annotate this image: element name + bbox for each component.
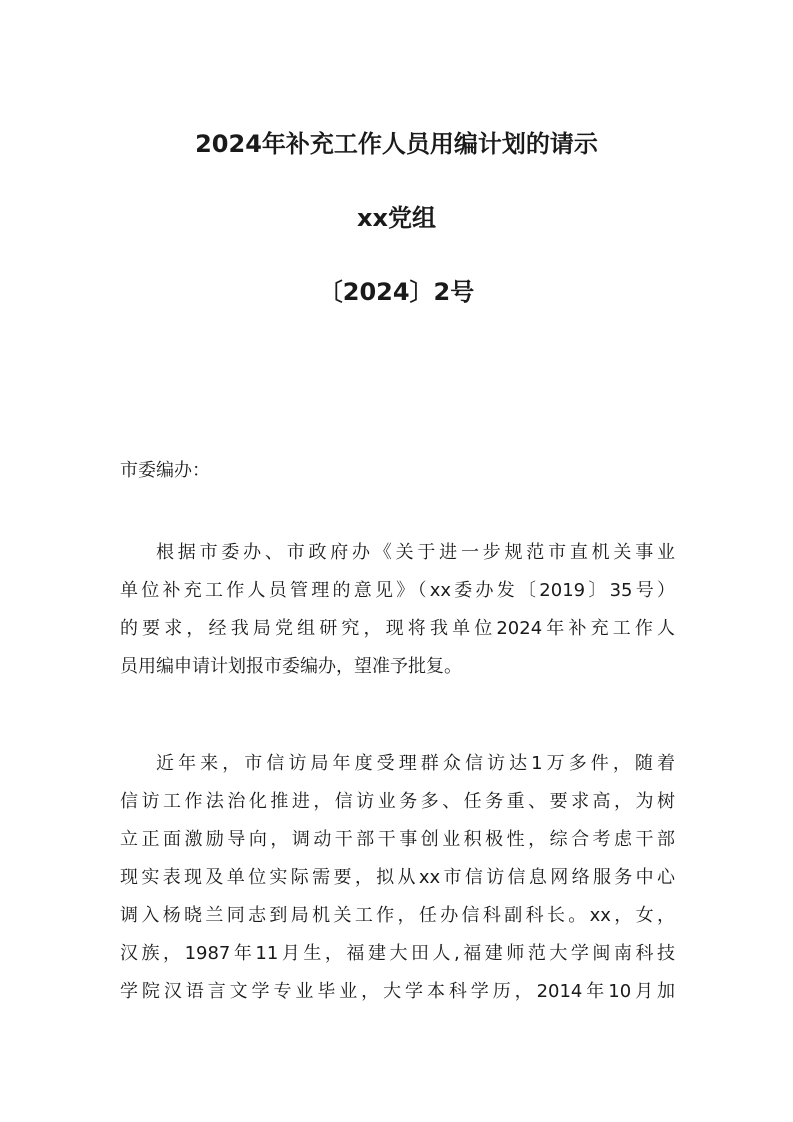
body-paragraph-1	[120, 534, 675, 686]
document-title: 2024年补充工作人员用编计划的请示	[195, 130, 598, 158]
paragraph-line: 立正面激励导向，调动干部干事创业积极性，综合考虑干部	[120, 829, 675, 850]
paragraph-line: 调入杨晓兰同志到局机关工作，任办信科副科长。xx，女，	[120, 905, 675, 926]
document-number: 〔2024〕2号	[318, 278, 475, 306]
paragraph-line: 根据市委办、市政府办《关于进一步规范市直机关事业	[156, 542, 675, 563]
paragraph-line: 信访工作法治化推进，信访业务多、任务重、要求高，为树	[120, 791, 675, 812]
paragraph-line: 现实表现及单位实际需要，拟从xx市信访信息网络服务中心	[120, 867, 675, 888]
paragraph-line: 单位补充工作人员管理的意见》（xx委办发〔2019〕35号）	[120, 580, 675, 601]
paragraph-line: 员用编申请计划报市委编办，望准予批复。	[120, 656, 462, 677]
paragraph-line: 学院汉语言文学专业毕业，大学本科学历，2014年10月加	[120, 981, 675, 1002]
paragraph-line: 汉族，1987年11月生，福建大田人,福建师范大学闽南科技	[120, 943, 675, 964]
issuing-organization: xx党组	[357, 204, 436, 232]
body-paragraph-2	[120, 745, 675, 1011]
salutation: 市委编办：	[120, 460, 210, 481]
paragraph-line: 的要求，经我局党组研究，现将我单位2024年补充工作人	[120, 618, 675, 639]
paragraph-line: 近年来，市信访局年度受理群众信访达1万多件，随着	[156, 753, 675, 774]
